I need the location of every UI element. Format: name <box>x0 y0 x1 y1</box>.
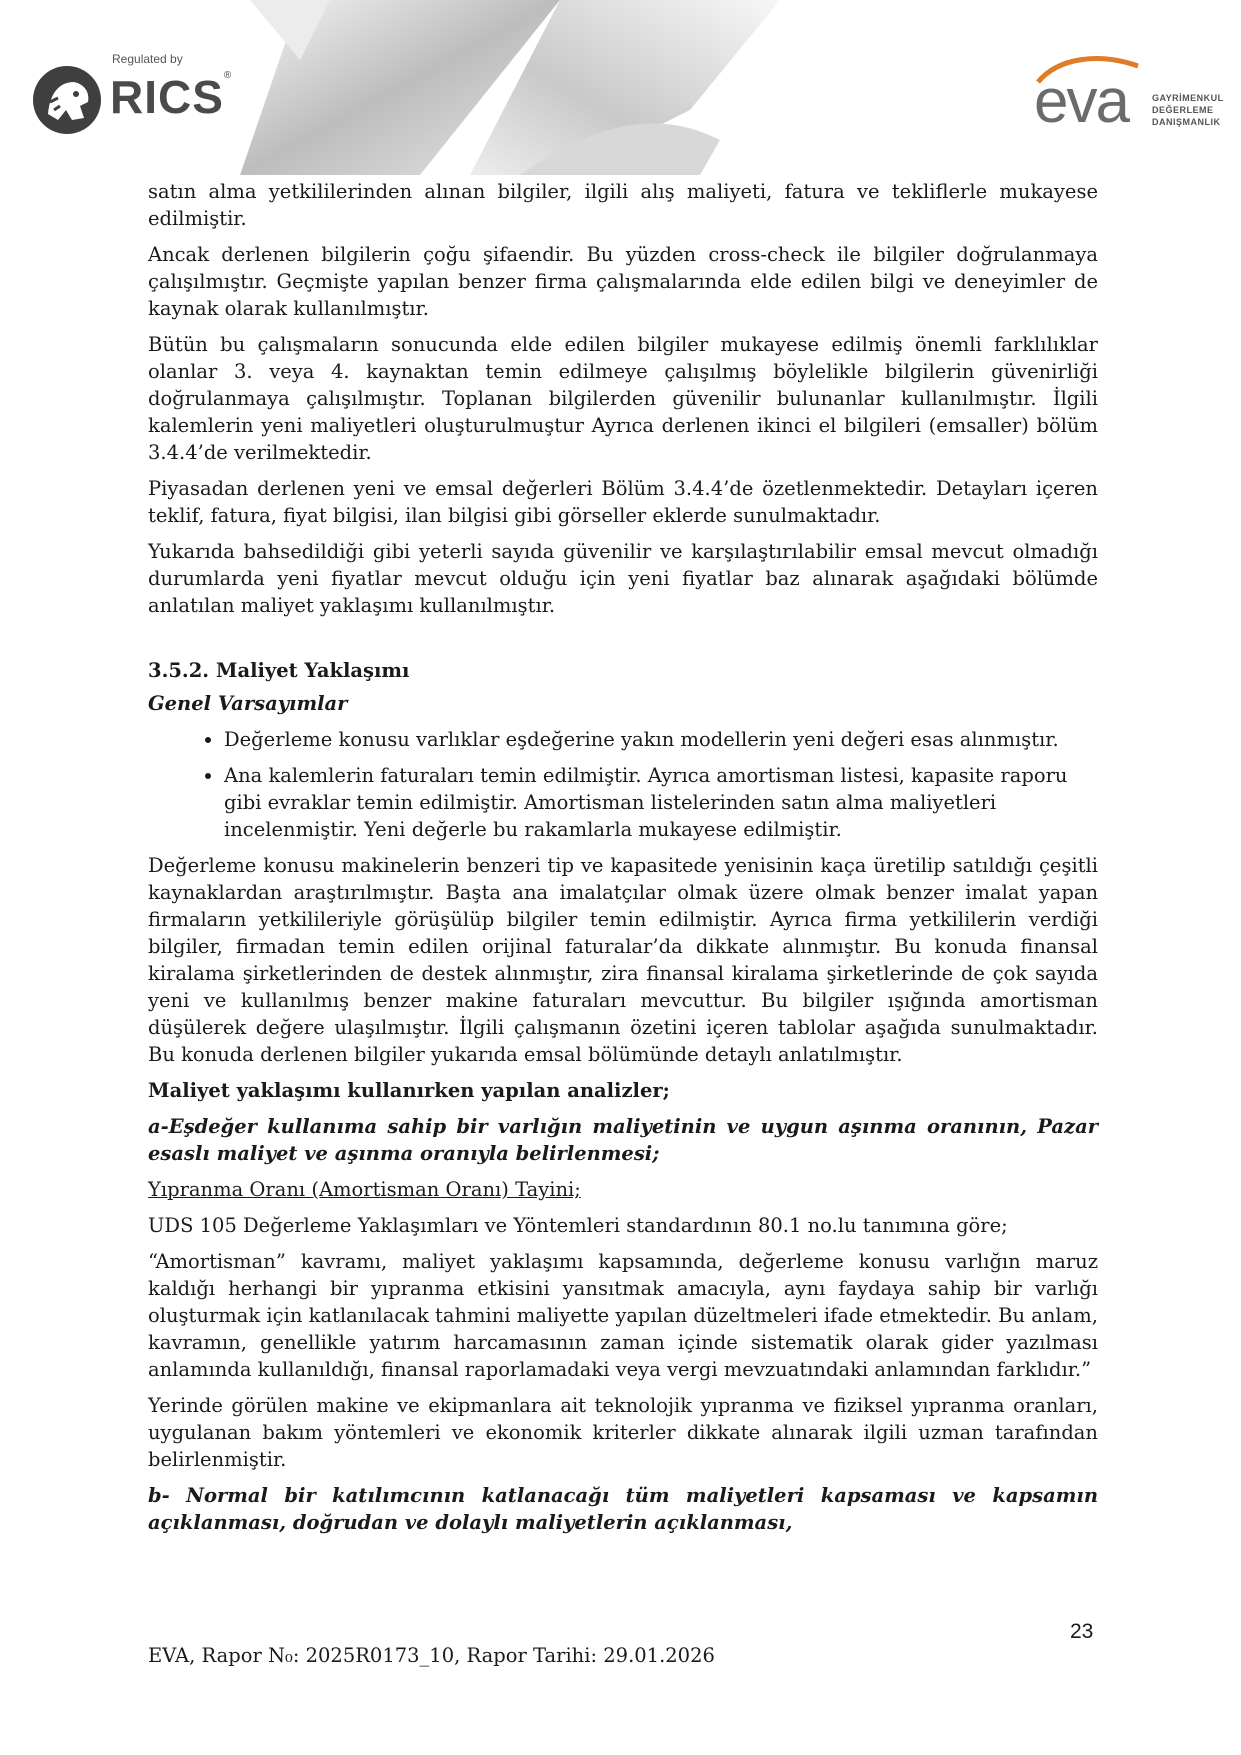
paragraph: Yerinde görülen makine ve ekipmanlara ait teknolojik yıpranma ve fiziksel yıpranma oranları, uygulanan bakım yöntemleri ve ekonomik kriterler dikkate alınarak ilgili uzman tarafından belirlenmiştir. <box>148 1394 1098 1471</box>
subheading: Genel Varsayımlar <box>148 692 348 715</box>
analysis-heading: Maliyet yaklaşımı kullanırken yapılan analizler; <box>148 1079 670 1102</box>
depreciation-heading: Yıpranma Oranı (Amortisman Oranı) Tayini; <box>148 1178 581 1201</box>
item-b-heading: b- Normal bir katılımcının katlanacağı tüm maliyetleri kapsaması ve kapsamın açıklanması, doğrudan ve dolaylı maliyetlerin açıklanması, <box>148 1484 1098 1534</box>
paragraph: Yukarıda bahsedildiği gibi yeterli sayıda güvenilir ve karşılaştırılabilir emsal mevcut olmadığı durumlarda yeni fiyatlar mevcut olduğu için yeni fiyatlar baz alınarak aşağıdaki bölümde anlatılan maliyet yaklaşımı kullanılmıştır. <box>148 540 1098 617</box>
paragraph: UDS 105 Değerleme Yaklaşımları ve Yöntemleri standardının 80.1 no.lu tanımına göre; <box>148 1214 1008 1237</box>
item-a-heading: a-Eşdeğer kullanıma sahip bir varlığın maliyetinin ve uygun aşınma oranının, Pazar esaslı maliyet ve aşınma oranıyla belirlenmesi; <box>148 1115 1098 1165</box>
quote-paragraph: “Amortisman” kavramı, maliyet yaklaşımı kapsamında, değerleme konusu varlığın maruz kaldığı herhangi bir yıpranma etkisini yansıtmak amacıyla, aynı faydaya sahip bir varlığı oluşturmak için katlanılacak tahmini maliyette yapılan düzeltmeleri ifade etmektedir. Bu anlam, kavramın, genellikle yatırım harcamasının zaman içinde sistematik olarak gider yazılması anlamında kullanıldığı, finansal raporlamadaki veya vergi mevzuatındaki anlamından farklıdır.” <box>148 1250 1098 1381</box>
rics-logo <box>30 52 260 142</box>
section-title: 3.5.2. Maliyet Yaklaşımı <box>148 659 410 682</box>
lion-icon <box>30 62 104 136</box>
assumptions-list <box>148 726 1098 843</box>
paragraph: Bütün bu çalışmaların sonucunda elde edilen bilgiler mukayese edilmiş önemli farklılıklar olanlar 3. veya 4. kaynaktan temin edilmeye çalışılmış böylelikle bilgilerin güvenirliği doğrulanmaya çalışılmıştır. Toplanan bilgilerden güvenilir bulunanlar kullanılmıştır. İlgili kalemlerin yeni maliyetleri oluşturulmuştur Ayrıca derlenen ikinci el bilgileri (emsaller) bölüm 3.4.4’de verilmektedir. <box>148 333 1098 464</box>
page-header <box>0 0 1241 175</box>
eva-wordmark: eva <box>1034 67 1128 136</box>
paragraph: Değerleme konusu makinelerin benzeri tip ve kapasitede yenisinin kaça üretilip satıldığı çeşitli kaynaklardan araştırılmıştır. Başta ana imalatçılar olmak üzere olmak benzer imalat yapan firmaların yetkilileriyle görüşülüp bilgiler temin edilmiştir. Ayrıca firma yetkililerin verdiği bilgiler, firmadan temin edilen orijinal faturalar’da dikkate alınmıştır. Bu konuda finansal kiralama şirketlerinden de destek alınmıştır, zira finansal kiralama şirketlerinde de çok sayıda yeni ve kullanılmış benzer makine faturaları mevcuttur. Bu bilgiler ışığında amortisman düşülerek değere ulaşılmıştır. İlgili çalışmanın özetini içeren tablolar aşağıda sunulmaktadır. Bu konuda derlenen bilgiler yukarıda emsal bölümünde detaylı anlatılmıştır. <box>148 854 1098 1066</box>
list-item: • Ana kalemlerin faturaları temin edilmiştir. Ayrıca amortisman listesi, kapasite raporu gibi evraklar temin edilmiştir. Amortisman listelerinden satın alma maliyetleri incelenmiştir. Yeni değerle bu rakamlarla mukayese edilmiştir. <box>224 762 1098 843</box>
rics-regulated-text: Regulated by <box>112 52 183 66</box>
paragraph: Ancak derlenen bilgilerin çoğu şifaendir. Bu yüzden cross-check ile bilgiler doğrulanmaya çalışılmıştır. Geçmişte yapılan benzer firma çalışmalarında elde edilen bilgi ve deneyimler de kaynak olarak kullanılmıştır. <box>148 243 1098 320</box>
list-item: • Değerleme konusu varlıklar eşdeğerine yakın modellerin yeni değeri esas alınmıştır. <box>224 726 1098 753</box>
paragraph: satın alma yetkililerinden alınan bilgiler, ilgili alış maliyeti, fatura ve tekliflerle mukayese edilmiştir. <box>148 180 1098 230</box>
paragraph: Piyasadan derlenen yeni ve emsal değerleri Bölüm 3.4.4’de özetlenmektedir. Detayları içeren teklif, fatura, fiyat bilgisi, ilan bilgisi gibi görseller eklerde sunulmaktadır. <box>148 477 1098 527</box>
document-body <box>148 178 1098 1545</box>
footer-text: EVA, Rapor N₀: 2025R0173_10, Rapor Tarihi: 29.01.2026 <box>148 1644 715 1667</box>
eva-tagline: GAYRİMENKUL DEĞERLEME DANIŞMANLIK <box>1152 93 1224 127</box>
eva-logo <box>1028 52 1233 137</box>
rics-wordmark: RICS® <box>110 70 233 123</box>
page-number: 23 <box>1070 1620 1094 1643</box>
